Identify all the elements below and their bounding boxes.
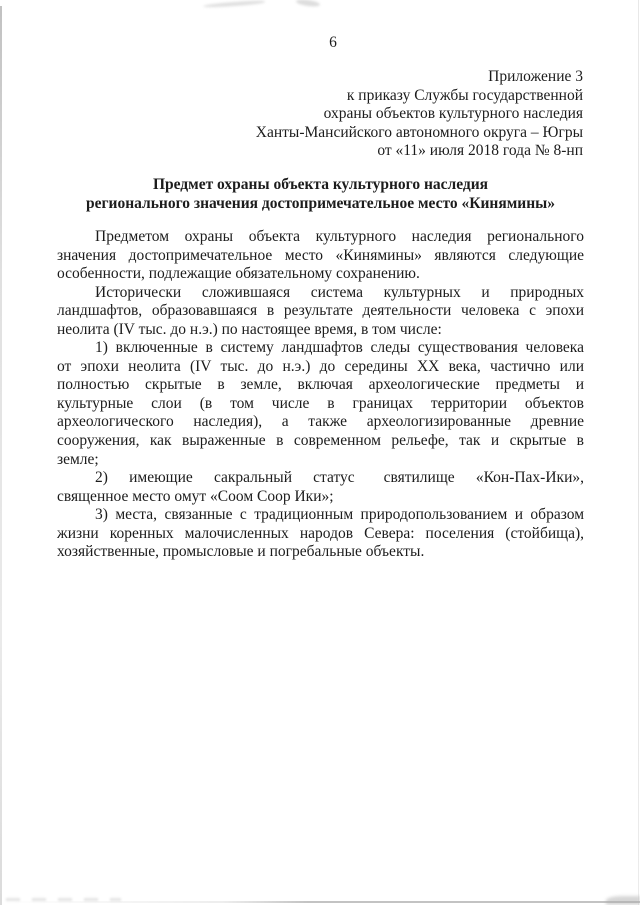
text-line: священное место омут «Соом Соор Ики»; [57,487,334,505]
title-line: регионального значения достопримечательное место «Кинямины» [85,195,556,212]
letterhead-line: от «11» июля 2018 года № 8-нп [377,142,583,160]
scan-artifact-bottom-smudge [6,898,121,901]
letterhead-line: Приложение 3 [488,68,583,85]
document-title [57,175,584,213]
text-line: неолита (IV тыс. до н.э.) по настоящее время, в том числе: [57,320,442,338]
document-body [57,228,584,562]
text-line: 2) имеющие сакральный статус святилище «Кон-Пах-Ики», [95,469,584,487]
scan-artifact-bottom-line [0,901,640,903]
scan-artifact-corner-smudge [606,896,640,905]
text-line: 3) места, связанные с традиционным природопользованием и образом [95,506,584,524]
paragraph [57,339,584,469]
text-line: Исторически сложившаяся система культурных и природных [95,283,584,301]
text-line: от эпохи неолита (IV тыс. до н.э.) до середины XX века, частично или [57,357,584,375]
title-line: Предмет охраны объекта культурного наследия [152,176,489,193]
paragraph [57,469,584,506]
letterhead-line: к приказу Службы государственной [346,86,583,104]
scan-artifact-top-smudge [203,0,265,8]
letterhead-line: Ханты-Мансийского автономного округа – Югры [255,123,583,141]
scan-artifact-right-edge [638,0,640,905]
text-line: земле; [57,450,99,468]
paragraph [57,506,584,562]
text-line: 1) включенные в систему ландшафтов следы существования человека [95,339,584,357]
text-line: сооружения, как выраженные в современном рельефе, так и скрытые в [57,432,584,450]
text-line: жизни коренных малочисленных народов Севера: поселения (стойбища), [57,524,584,542]
letterhead [256,68,583,161]
text-line: полностью скрытые в земле, включая археологические предметы и [57,376,584,394]
paragraph [57,228,584,284]
letterhead-line: охраны объектов культурного наследия [323,105,583,123]
text-line: хозяйственные, промысловые и погребальные объекты. [57,543,425,561]
text-line: значения достопримечательное место «Кинямины» являются следующие [57,246,584,264]
text-line: археологического наследия), а также археологизированные древние [57,413,584,431]
paragraph [57,284,584,340]
scan-artifact-top-smudge [296,0,321,8]
page-number: 6 [329,34,337,51]
scan-artifact-left-edge [0,6,2,905]
text-line: особенности, подлежащие обязательному сохранению. [57,265,420,283]
text-line: Предметом охраны объекта культурного наследия регионального [95,228,584,245]
text-line: ландшафтов, образовавшаяся в результате деятельности человека с эпохи [57,302,584,320]
text-line: культурные слои (в том числе в границах территории объектов [57,394,584,412]
